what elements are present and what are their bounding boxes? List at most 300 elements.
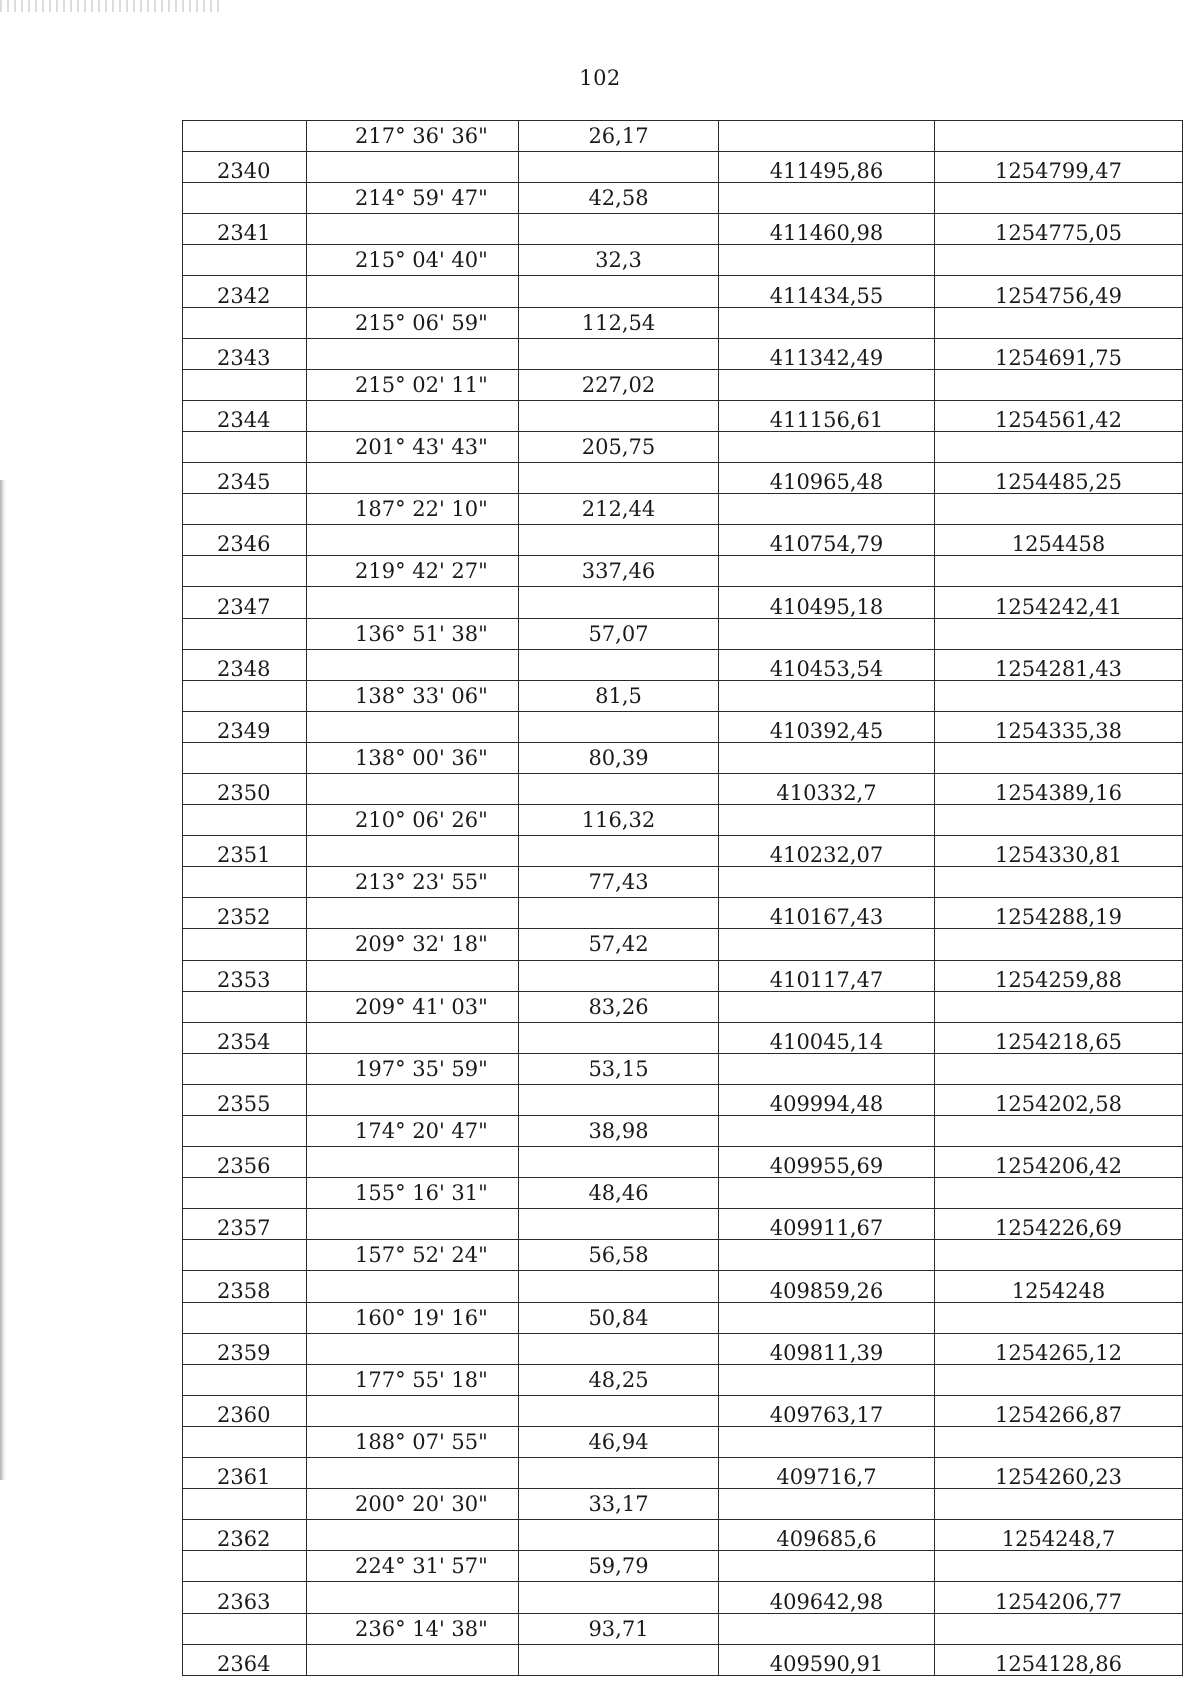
segment-length-cell: 83,26 [519,991,719,1022]
segment-row [183,431,1183,462]
x-coordinate-cell [719,1053,935,1084]
point-number-cell [183,1364,307,1395]
segment-row [183,1240,1183,1271]
bearing-angle-cell: 188° 07' 55" [307,1426,519,1457]
segment-row [183,307,1183,338]
point-number-cell: 2347 [183,587,307,618]
bearing-angle-cell: 224° 31' 57" [307,1551,519,1582]
bearing-angle-cell [307,152,519,183]
coordinates-table [182,120,1183,1676]
bearing-angle-cell: 136° 51' 38" [307,618,519,649]
point-row [183,649,1183,680]
point-number-cell: 2355 [183,1084,307,1115]
bearing-angle-cell [307,773,519,804]
bearing-angle-cell: 209° 32' 18" [307,929,519,960]
x-coordinate-cell [719,991,935,1022]
bearing-angle-cell [307,1084,519,1115]
segment-row [183,805,1183,836]
segment-length-cell [519,1395,719,1426]
point-number-cell [183,805,307,836]
point-row [183,1084,1183,1115]
bearing-angle-cell: 160° 19' 16" [307,1302,519,1333]
x-coordinate-cell: 411342,49 [719,338,935,369]
y-coordinate-cell: 1254248,7 [935,1520,1183,1551]
point-number-cell [183,1178,307,1209]
x-coordinate-cell: 410045,14 [719,1022,935,1053]
segment-length-cell [519,898,719,929]
point-number-cell [183,1426,307,1457]
segment-length-cell: 212,44 [519,494,719,525]
segment-length-cell [519,1271,719,1302]
segment-length-cell [519,463,719,494]
y-coordinate-cell [935,805,1183,836]
segment-length-cell: 46,94 [519,1426,719,1457]
bearing-angle-cell: 215° 04' 40" [307,245,519,276]
y-coordinate-cell: 1254248 [935,1271,1183,1302]
point-number-cell [183,1613,307,1644]
segment-length-cell [519,649,719,680]
x-coordinate-cell [719,618,935,649]
bearing-angle-cell: 177° 55' 18" [307,1364,519,1395]
segment-length-cell: 53,15 [519,1053,719,1084]
bearing-angle-cell [307,1644,519,1675]
point-number-cell [183,431,307,462]
y-coordinate-cell: 1254561,42 [935,400,1183,431]
bearing-angle-cell [307,1520,519,1551]
segment-length-cell: 33,17 [519,1489,719,1520]
point-number-cell: 2353 [183,960,307,991]
point-number-cell [183,680,307,711]
point-row [183,276,1183,307]
y-coordinate-cell: 1254691,75 [935,338,1183,369]
y-coordinate-cell [935,1364,1183,1395]
segment-length-cell [519,1520,719,1551]
x-coordinate-cell [719,1364,935,1395]
point-number-cell: 2352 [183,898,307,929]
segment-row [183,1302,1183,1333]
segment-length-cell [519,711,719,742]
bearing-angle-cell: 215° 02' 11" [307,369,519,400]
y-coordinate-cell [935,867,1183,898]
y-coordinate-cell [935,245,1183,276]
point-number-cell [183,121,307,152]
point-number-cell: 2357 [183,1209,307,1240]
point-row [183,1458,1183,1489]
bearing-angle-cell [307,1333,519,1364]
segment-row [183,929,1183,960]
y-coordinate-cell: 1254202,58 [935,1084,1183,1115]
y-coordinate-cell [935,369,1183,400]
y-coordinate-cell [935,1240,1183,1271]
x-coordinate-cell: 410754,79 [719,525,935,556]
bearing-angle-cell [307,898,519,929]
bearing-angle-cell [307,525,519,556]
point-number-cell [183,369,307,400]
x-coordinate-cell: 410232,07 [719,836,935,867]
x-coordinate-cell: 409955,69 [719,1147,935,1178]
point-row [183,152,1183,183]
segment-length-cell: 48,46 [519,1178,719,1209]
y-coordinate-cell: 1254799,47 [935,152,1183,183]
y-coordinate-cell [935,991,1183,1022]
point-number-cell [183,494,307,525]
point-number-cell [183,1551,307,1582]
segment-row [183,742,1183,773]
y-coordinate-cell: 1254265,12 [935,1333,1183,1364]
segment-length-cell: 112,54 [519,307,719,338]
scan-margin-shadow [0,480,6,1480]
y-coordinate-cell [935,307,1183,338]
y-coordinate-cell: 1254281,43 [935,649,1183,680]
segment-row [183,1178,1183,1209]
segment-length-cell [519,1644,719,1675]
bearing-angle-cell: 201° 43' 43" [307,431,519,462]
x-coordinate-cell [719,245,935,276]
point-number-cell: 2351 [183,836,307,867]
x-coordinate-cell: 410965,48 [719,463,935,494]
x-coordinate-cell [719,121,935,152]
y-coordinate-cell [935,183,1183,214]
x-coordinate-cell: 410392,45 [719,711,935,742]
x-coordinate-cell [719,1426,935,1457]
x-coordinate-cell [719,1489,935,1520]
point-number-cell [183,245,307,276]
point-number-cell: 2356 [183,1147,307,1178]
point-number-cell: 2344 [183,400,307,431]
bearing-angle-cell: 213° 23' 55" [307,867,519,898]
point-number-cell: 2358 [183,1271,307,1302]
segment-length-cell: 205,75 [519,431,719,462]
bearing-angle-cell: 138° 33' 06" [307,680,519,711]
x-coordinate-cell: 409763,17 [719,1395,935,1426]
x-coordinate-cell [719,1240,935,1271]
segment-row [183,1426,1183,1457]
segment-length-cell [519,1458,719,1489]
x-coordinate-cell: 410167,43 [719,898,935,929]
point-number-cell: 2345 [183,463,307,494]
point-row [183,1395,1183,1426]
segment-length-cell [519,1022,719,1053]
x-coordinate-cell [719,183,935,214]
y-coordinate-cell: 1254756,49 [935,276,1183,307]
segment-length-cell [519,276,719,307]
bearing-angle-cell: 209° 41' 03" [307,991,519,1022]
x-coordinate-cell: 411434,55 [719,276,935,307]
segment-length-cell: 116,32 [519,805,719,836]
point-number-cell: 2348 [183,649,307,680]
segment-length-cell: 57,07 [519,618,719,649]
segment-row [183,991,1183,1022]
segment-length-cell [519,214,719,245]
y-coordinate-cell: 1254288,19 [935,898,1183,929]
segment-row [183,1116,1183,1147]
y-coordinate-cell: 1254206,42 [935,1147,1183,1178]
bearing-angle-cell [307,1147,519,1178]
point-row [183,1147,1183,1178]
y-coordinate-cell [935,1116,1183,1147]
point-number-cell: 2340 [183,152,307,183]
y-coordinate-cell [935,1551,1183,1582]
x-coordinate-cell: 410453,54 [719,649,935,680]
segment-row [183,183,1183,214]
x-coordinate-cell: 411460,98 [719,214,935,245]
y-coordinate-cell: 1254226,69 [935,1209,1183,1240]
bearing-angle-cell: 214° 59' 47" [307,183,519,214]
x-coordinate-cell: 409911,67 [719,1209,935,1240]
point-row [183,463,1183,494]
bearing-angle-cell: 236° 14' 38" [307,1613,519,1644]
bearing-angle-cell [307,1582,519,1613]
segment-row [183,1364,1183,1395]
segment-length-cell: 48,25 [519,1364,719,1395]
point-number-cell: 2361 [183,1458,307,1489]
bearing-angle-cell [307,1395,519,1426]
segment-length-cell [519,587,719,618]
bearing-angle-cell [307,400,519,431]
segment-length-cell: 59,79 [519,1551,719,1582]
segment-row [183,494,1183,525]
bearing-angle-cell: 200° 20' 30" [307,1489,519,1520]
segment-length-cell [519,338,719,369]
x-coordinate-cell [719,867,935,898]
bearing-angle-cell: 210° 06' 26" [307,805,519,836]
y-coordinate-cell: 1254389,16 [935,773,1183,804]
point-number-cell [183,1053,307,1084]
bearing-angle-cell [307,1458,519,1489]
segment-row [183,245,1183,276]
point-row [183,1644,1183,1675]
scan-artifact [0,0,220,12]
segment-length-cell: 80,39 [519,742,719,773]
bearing-angle-cell [307,1209,519,1240]
point-number-cell: 2354 [183,1022,307,1053]
point-number-cell [183,307,307,338]
point-number-cell: 2343 [183,338,307,369]
point-number-cell [183,1489,307,1520]
point-number-cell [183,991,307,1022]
point-number-cell: 2363 [183,1582,307,1613]
bearing-angle-cell [307,214,519,245]
x-coordinate-cell: 410495,18 [719,587,935,618]
y-coordinate-cell: 1254242,41 [935,587,1183,618]
segment-length-cell [519,960,719,991]
segment-row [183,618,1183,649]
bearing-angle-cell: 157° 52' 24" [307,1240,519,1271]
segment-row [183,1489,1183,1520]
point-number-cell: 2364 [183,1644,307,1675]
point-number-cell: 2360 [183,1395,307,1426]
y-coordinate-cell [935,1613,1183,1644]
segment-length-cell [519,1582,719,1613]
x-coordinate-cell [719,929,935,960]
point-row [183,898,1183,929]
point-number-cell [183,1240,307,1271]
bearing-angle-cell: 155° 16' 31" [307,1178,519,1209]
point-number-cell: 2342 [183,276,307,307]
segment-row [183,1053,1183,1084]
segment-length-cell: 337,46 [519,556,719,587]
y-coordinate-cell [935,121,1183,152]
bearing-angle-cell [307,338,519,369]
x-coordinate-cell [719,1613,935,1644]
x-coordinate-cell: 409859,26 [719,1271,935,1302]
point-row [183,587,1183,618]
bearing-angle-cell: 174° 20' 47" [307,1116,519,1147]
y-coordinate-cell [935,1053,1183,1084]
y-coordinate-cell [935,556,1183,587]
x-coordinate-cell [719,556,935,587]
point-number-cell: 2346 [183,525,307,556]
point-row [183,960,1183,991]
y-coordinate-cell [935,1489,1183,1520]
x-coordinate-cell: 411495,86 [719,152,935,183]
point-row [183,773,1183,804]
segment-row [183,556,1183,587]
y-coordinate-cell: 1254260,23 [935,1458,1183,1489]
bearing-angle-cell [307,1271,519,1302]
point-number-cell: 2349 [183,711,307,742]
segment-length-cell [519,1084,719,1115]
point-number-cell [183,929,307,960]
coordinates-table-body [183,121,1183,1676]
segment-length-cell [519,1333,719,1364]
y-coordinate-cell [935,1426,1183,1457]
segment-length-cell [519,525,719,556]
x-coordinate-cell: 409590,91 [719,1644,935,1675]
segment-length-cell [519,152,719,183]
point-number-cell: 2359 [183,1333,307,1364]
x-coordinate-cell [719,1551,935,1582]
bearing-angle-cell: 215° 06' 59" [307,307,519,338]
y-coordinate-cell [935,494,1183,525]
point-row [183,1520,1183,1551]
y-coordinate-cell [935,929,1183,960]
point-row [183,1022,1183,1053]
segment-length-cell: 77,43 [519,867,719,898]
point-number-cell: 2350 [183,773,307,804]
x-coordinate-cell [719,805,935,836]
segment-length-cell: 57,42 [519,929,719,960]
y-coordinate-cell [935,431,1183,462]
x-coordinate-cell [719,369,935,400]
segment-row [183,680,1183,711]
segment-length-cell: 26,17 [519,121,719,152]
x-coordinate-cell [719,1302,935,1333]
point-row [183,338,1183,369]
y-coordinate-cell: 1254206,77 [935,1582,1183,1613]
y-coordinate-cell: 1254218,65 [935,1022,1183,1053]
bearing-angle-cell [307,836,519,867]
point-row [183,836,1183,867]
x-coordinate-cell: 409811,39 [719,1333,935,1364]
segment-row [183,867,1183,898]
y-coordinate-cell [935,1302,1183,1333]
point-number-cell [183,556,307,587]
bearing-angle-cell [307,1022,519,1053]
y-coordinate-cell: 1254128,86 [935,1644,1183,1675]
point-row [183,1209,1183,1240]
bearing-angle-cell [307,711,519,742]
x-coordinate-cell [719,307,935,338]
segment-length-cell: 81,5 [519,680,719,711]
x-coordinate-cell: 410332,7 [719,773,935,804]
point-row [183,1582,1183,1613]
segment-length-cell: 38,98 [519,1116,719,1147]
bearing-angle-cell: 197° 35' 59" [307,1053,519,1084]
bearing-angle-cell [307,649,519,680]
y-coordinate-cell: 1254330,81 [935,836,1183,867]
x-coordinate-cell: 409716,7 [719,1458,935,1489]
x-coordinate-cell: 411156,61 [719,400,935,431]
y-coordinate-cell [935,1178,1183,1209]
segment-length-cell: 42,58 [519,183,719,214]
segment-row [183,1613,1183,1644]
y-coordinate-cell [935,742,1183,773]
segment-row [183,121,1183,152]
y-coordinate-cell: 1254775,05 [935,214,1183,245]
point-row [183,711,1183,742]
point-row [183,1333,1183,1364]
segment-length-cell [519,1209,719,1240]
bearing-angle-cell: 187° 22' 10" [307,494,519,525]
bearing-angle-cell: 138° 00' 36" [307,742,519,773]
y-coordinate-cell: 1254458 [935,525,1183,556]
y-coordinate-cell: 1254259,88 [935,960,1183,991]
y-coordinate-cell [935,618,1183,649]
segment-length-cell [519,1147,719,1178]
point-number-cell [183,742,307,773]
segment-length-cell: 227,02 [519,369,719,400]
point-number-cell [183,1302,307,1333]
segment-length-cell [519,400,719,431]
segment-row [183,369,1183,400]
y-coordinate-cell: 1254266,87 [935,1395,1183,1426]
x-coordinate-cell [719,494,935,525]
point-number-cell: 2341 [183,214,307,245]
bearing-angle-cell [307,276,519,307]
x-coordinate-cell [719,680,935,711]
segment-length-cell: 32,3 [519,245,719,276]
x-coordinate-cell: 409685,6 [719,1520,935,1551]
point-number-cell: 2362 [183,1520,307,1551]
point-number-cell [183,183,307,214]
x-coordinate-cell [719,1178,935,1209]
bearing-angle-cell: 217° 36' 36" [307,121,519,152]
point-row [183,214,1183,245]
x-coordinate-cell: 410117,47 [719,960,935,991]
point-number-cell [183,618,307,649]
bearing-angle-cell [307,463,519,494]
bearing-angle-cell [307,960,519,991]
segment-row [183,1551,1183,1582]
point-row [183,1271,1183,1302]
y-coordinate-cell: 1254485,25 [935,463,1183,494]
bearing-angle-cell: 219° 42' 27" [307,556,519,587]
x-coordinate-cell [719,742,935,773]
segment-length-cell: 50,84 [519,1302,719,1333]
x-coordinate-cell [719,431,935,462]
x-coordinate-cell: 409642,98 [719,1582,935,1613]
bearing-angle-cell [307,587,519,618]
segment-length-cell: 93,71 [519,1613,719,1644]
segment-length-cell: 56,58 [519,1240,719,1271]
point-row [183,525,1183,556]
x-coordinate-cell: 409994,48 [719,1084,935,1115]
segment-length-cell [519,773,719,804]
y-coordinate-cell: 1254335,38 [935,711,1183,742]
point-number-cell [183,867,307,898]
y-coordinate-cell [935,680,1183,711]
